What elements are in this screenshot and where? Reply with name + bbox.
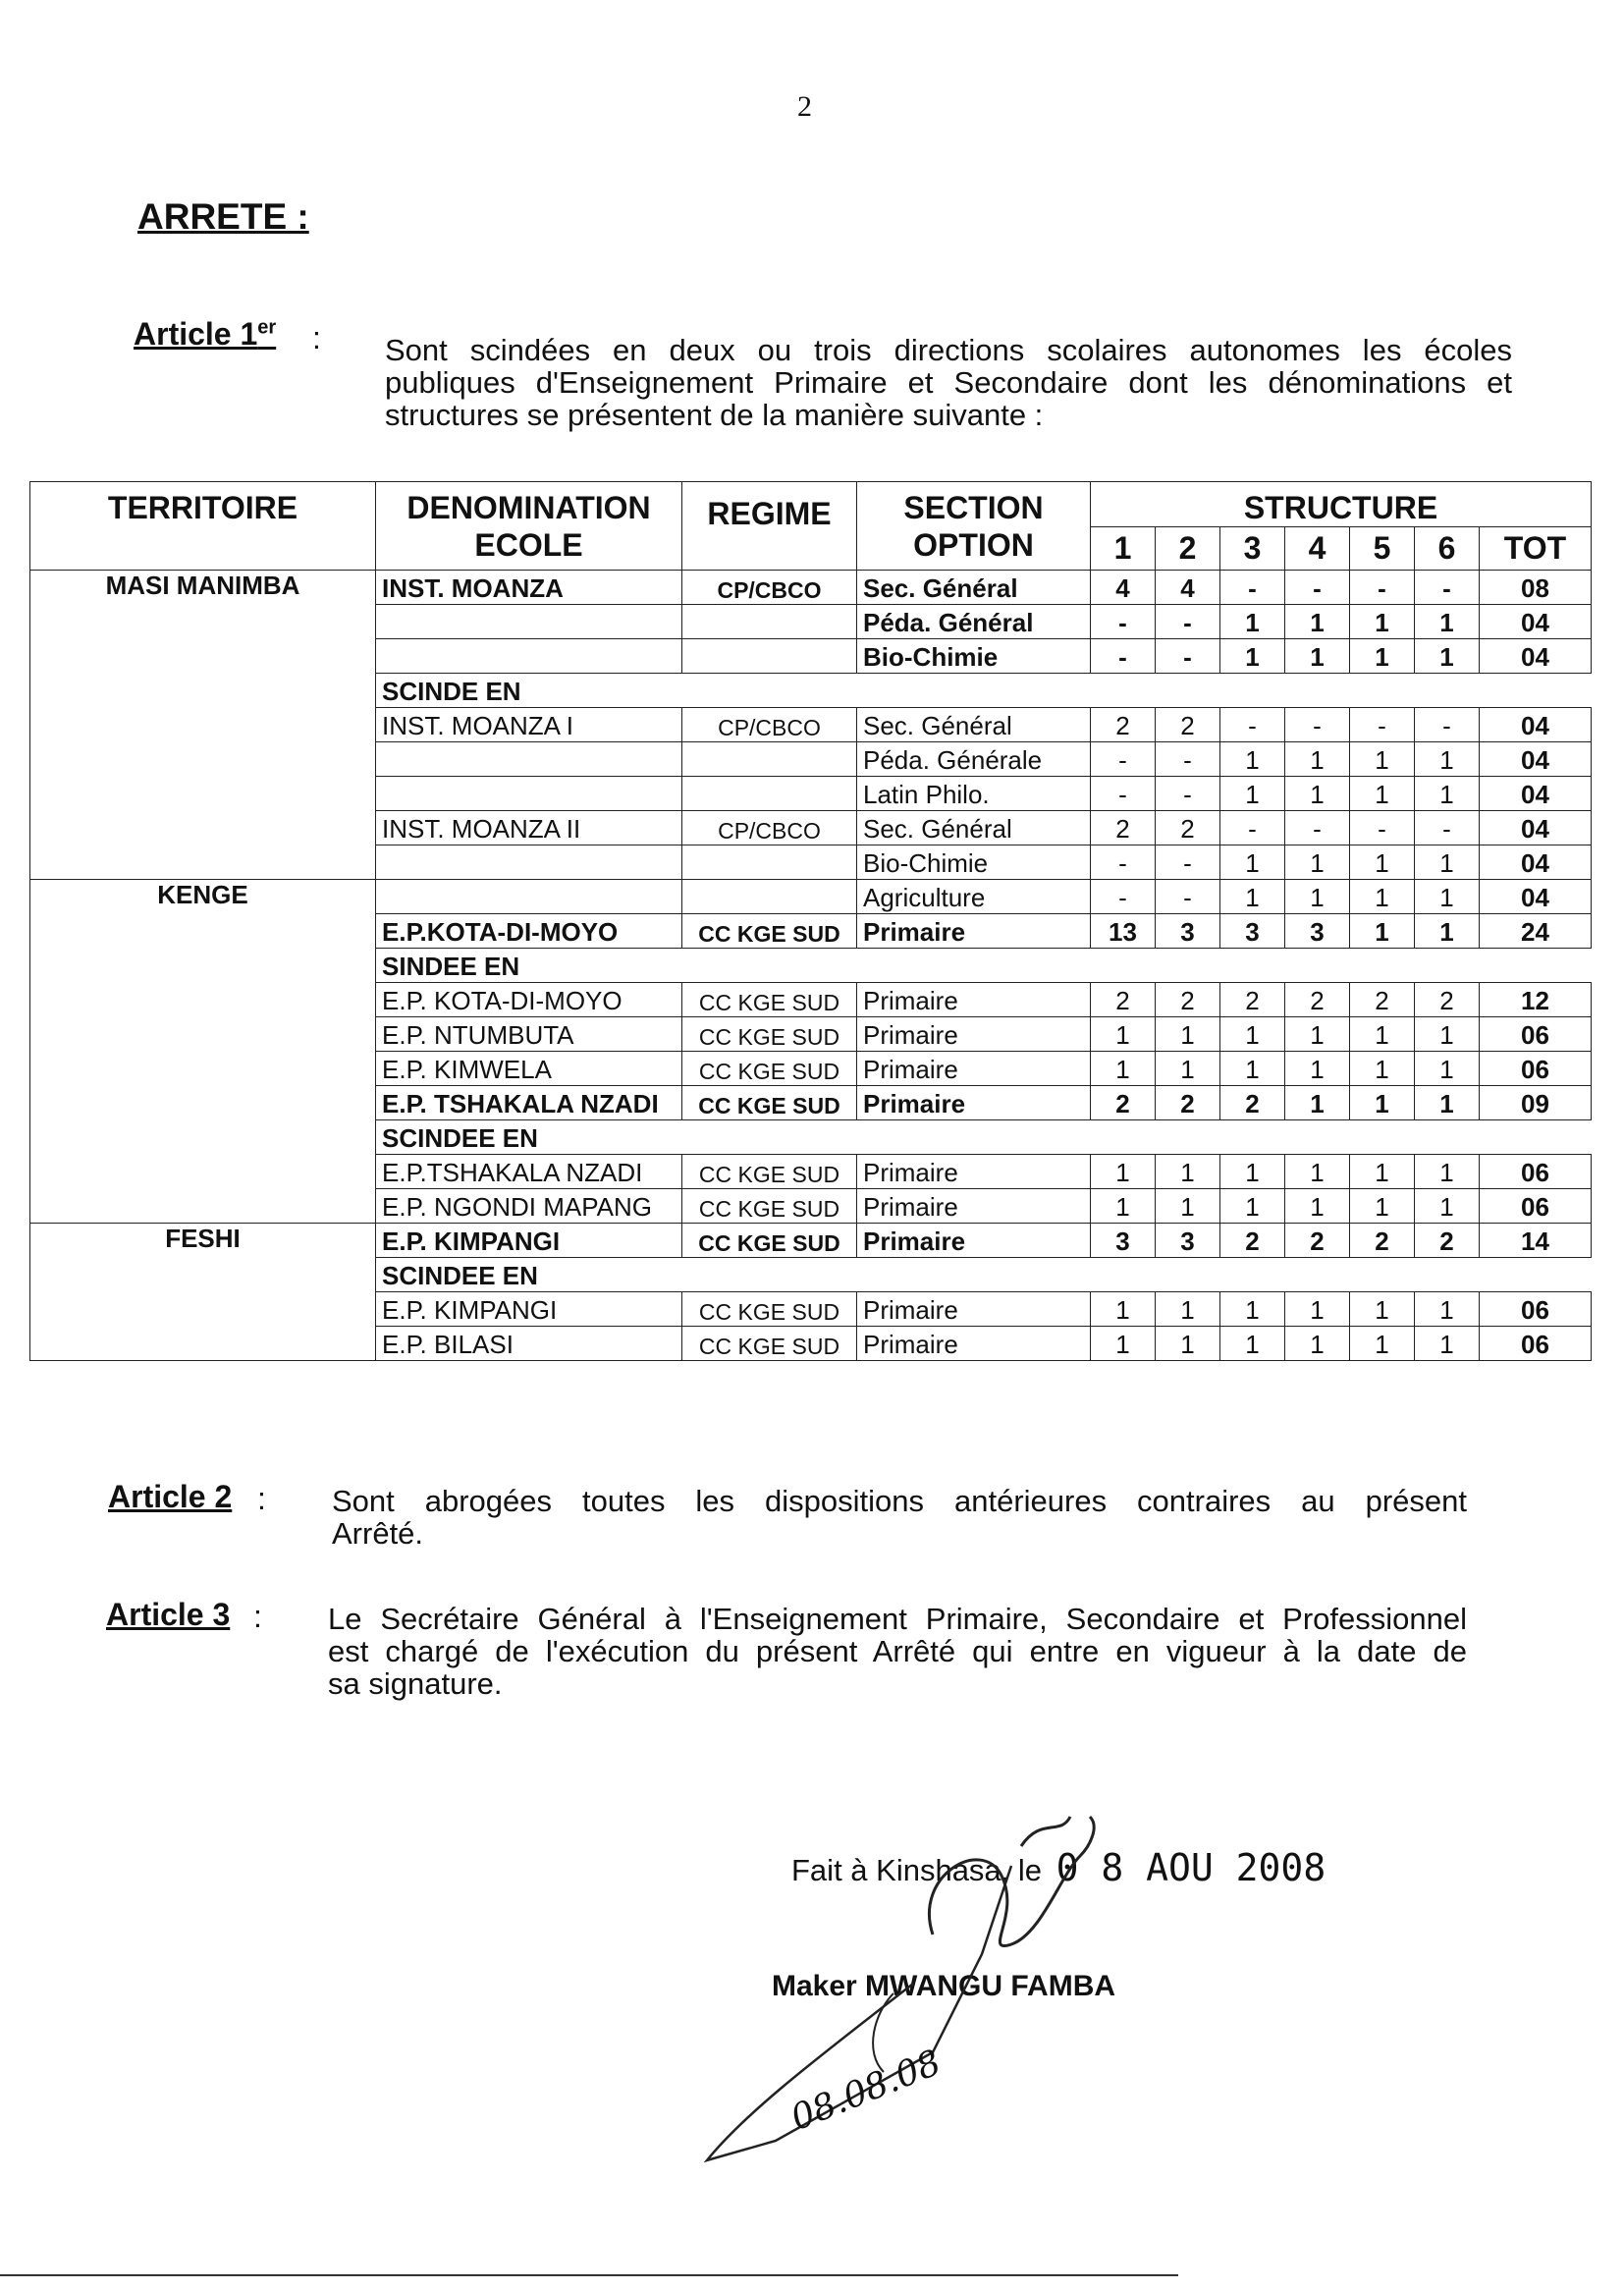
total-cell: 04: [1480, 777, 1592, 811]
structure-value-cell: 1: [1220, 777, 1285, 811]
structure-value-cell: -: [1091, 742, 1156, 777]
structure-value-cell: 1: [1415, 1052, 1480, 1086]
structure-value-cell: -: [1415, 811, 1480, 845]
denomination-cell: E.P.TSHAKALA NZADI: [376, 1155, 682, 1189]
table-row: [30, 914, 1592, 949]
header-regime: REGIME: [682, 482, 857, 571]
structure-value-cell: 1: [1220, 639, 1285, 674]
structure-value-cell: 2: [1156, 708, 1220, 742]
table-row: [30, 1327, 1592, 1361]
structure-value-cell: 4: [1091, 571, 1156, 605]
signer-name: Maker MWANGU FAMBA: [772, 1970, 1116, 2002]
denomination-cell: INST. MOANZA: [376, 571, 682, 605]
table-row: [30, 1292, 1592, 1327]
total-cell: 08: [1480, 571, 1592, 605]
article-2-text: [332, 1485, 1467, 1550]
structure-value-cell: 1: [1285, 1327, 1350, 1361]
total-cell: 04: [1480, 639, 1592, 674]
total-cell: 12: [1480, 983, 1592, 1017]
structure-value-cell: 2: [1156, 811, 1220, 845]
regime-cell: [682, 605, 857, 639]
structure-value-cell: 2: [1285, 983, 1350, 1017]
structure-value-cell: 3: [1091, 1224, 1156, 1258]
structure-value-cell: -: [1091, 605, 1156, 639]
section-cell: Primaire: [857, 1292, 1091, 1327]
denomination-cell: [376, 639, 682, 674]
structure-value-cell: 1: [1415, 1017, 1480, 1052]
territoire-cell: [30, 639, 376, 674]
structure-value-cell: -: [1220, 708, 1285, 742]
structure-value-cell: 1: [1415, 605, 1480, 639]
structure-value-cell: 1: [1415, 1292, 1480, 1327]
structure-value-cell: 1: [1350, 742, 1415, 777]
structure-value-cell: 2: [1091, 811, 1156, 845]
section-cell: Primaire: [857, 983, 1091, 1017]
structure-value-cell: 1: [1415, 1155, 1480, 1189]
structure-value-cell: 1: [1415, 639, 1480, 674]
regime-cell: [682, 777, 857, 811]
table-row: [30, 674, 1592, 708]
denomination-cell: SCINDE EN: [376, 674, 1592, 708]
structure-value-cell: 1: [1350, 914, 1415, 949]
regime-cell: CP/CBCO: [682, 811, 857, 845]
territoire-cell: [30, 1086, 376, 1120]
total-cell: 04: [1480, 880, 1592, 914]
structure-value-cell: -: [1350, 708, 1415, 742]
regime-cell: CC KGE SUD: [682, 1017, 857, 1052]
structure-value-cell: 1: [1415, 914, 1480, 949]
structure-value-cell: 2: [1220, 983, 1285, 1017]
table-row: [30, 811, 1592, 845]
total-cell: 06: [1480, 1052, 1592, 1086]
territoire-cell: [30, 1292, 376, 1327]
structure-value-cell: 2: [1091, 1086, 1156, 1120]
table-row: [30, 1017, 1592, 1052]
structure-value-cell: -: [1156, 777, 1220, 811]
structure-value-cell: 1: [1220, 1155, 1285, 1189]
total-cell: 04: [1480, 845, 1592, 880]
denomination-cell: E.P.KOTA-DI-MOYO: [376, 914, 682, 949]
territoire-cell: [30, 1155, 376, 1189]
structure-value-cell: 1: [1415, 742, 1480, 777]
regime-cell: CC KGE SUD: [682, 1292, 857, 1327]
table-row: [30, 605, 1592, 639]
section-cell: Primaire: [857, 1086, 1091, 1120]
territoire-cell: [30, 811, 376, 845]
structure-value-cell: 1: [1156, 1189, 1220, 1224]
structure-value-cell: 2: [1350, 983, 1415, 1017]
structure-value-cell: 2: [1350, 1224, 1415, 1258]
structure-value-cell: -: [1156, 639, 1220, 674]
structure-value-cell: 1: [1220, 1292, 1285, 1327]
header-col-tot: TOT: [1480, 527, 1592, 571]
article-1-text: [385, 334, 1512, 431]
structure-value-cell: 2: [1156, 1086, 1220, 1120]
denomination-cell: E.P. KIMPANGI: [376, 1224, 682, 1258]
structure-value-cell: -: [1091, 880, 1156, 914]
denomination-cell: E.P. KIMWELA: [376, 1052, 682, 1086]
section-cell: Sec. Général: [857, 708, 1091, 742]
section-cell: Péda. Général: [857, 605, 1091, 639]
table-row: [30, 845, 1592, 880]
structure-value-cell: 1: [1350, 1017, 1415, 1052]
denomination-cell: [376, 605, 682, 639]
table-row: [30, 1120, 1592, 1155]
article-1-line: Sont scindées en deux ou trois directions scolaires autonomes les écoles: [385, 333, 1512, 367]
territoire-cell: [30, 1052, 376, 1086]
section-cell: Bio-Chimie: [857, 639, 1091, 674]
structure-value-cell: 4: [1156, 571, 1220, 605]
table-row: [30, 1155, 1592, 1189]
structure-value-cell: 2: [1220, 1224, 1285, 1258]
handwritten-date: 08.08.08: [785, 2042, 947, 2140]
structure-value-cell: 1: [1285, 1086, 1350, 1120]
regime-cell: CC KGE SUD: [682, 1155, 857, 1189]
section-cell: Péda. Générale: [857, 742, 1091, 777]
table-row: [30, 742, 1592, 777]
territoire-cell: [30, 777, 376, 811]
table-row: [30, 777, 1592, 811]
regime-cell: CC KGE SUD: [682, 983, 857, 1017]
article-3-line: Le Secrétaire Général à l'Enseignement Primaire, Secondaire et Professionnel: [328, 1602, 1467, 1636]
structure-value-cell: 2: [1285, 1224, 1350, 1258]
structure-value-cell: -: [1220, 811, 1285, 845]
structure-value-cell: 1: [1091, 1052, 1156, 1086]
structure-value-cell: -: [1285, 708, 1350, 742]
total-cell: 06: [1480, 1155, 1592, 1189]
structure-value-cell: 1: [1220, 605, 1285, 639]
total-cell: 06: [1480, 1292, 1592, 1327]
territoire-cell: FESHI: [30, 1224, 376, 1258]
denomination-cell: [376, 777, 682, 811]
section-cell: Agriculture: [857, 880, 1091, 914]
structure-table: [29, 481, 1592, 1361]
table-row: [30, 1258, 1592, 1292]
denomination-cell: E.P. KOTA-DI-MOYO: [376, 983, 682, 1017]
table-row: [30, 949, 1592, 983]
territoire-cell: [30, 674, 376, 708]
structure-value-cell: 1: [1220, 1052, 1285, 1086]
structure-value-cell: 1: [1350, 605, 1415, 639]
territoire-cell: [30, 1258, 376, 1292]
structure-value-cell: -: [1350, 811, 1415, 845]
structure-value-cell: 1: [1350, 1327, 1415, 1361]
denomination-cell: E.P. NTUMBUTA: [376, 1017, 682, 1052]
structure-value-cell: 1: [1285, 1155, 1350, 1189]
structure-value-cell: 1: [1350, 845, 1415, 880]
denomination-cell: [376, 880, 682, 914]
structure-value-cell: 1: [1285, 1052, 1350, 1086]
regime-cell: CC KGE SUD: [682, 914, 857, 949]
header-col-3: 3: [1220, 527, 1285, 571]
article-3-line: est chargé de l'exécution du présent Arrêté qui entre en vigueur à la date de: [328, 1634, 1467, 1668]
denomination-cell: E.P. TSHAKALA NZADI: [376, 1086, 682, 1120]
structure-value-cell: -: [1285, 571, 1350, 605]
regime-cell: [682, 845, 857, 880]
structure-value-cell: 13: [1091, 914, 1156, 949]
structure-value-cell: 1: [1415, 1189, 1480, 1224]
article-3-label: Article 3: [106, 1597, 231, 1632]
section-cell: Primaire: [857, 1052, 1091, 1086]
section-cell: Bio-Chimie: [857, 845, 1091, 880]
territoire-cell: [30, 1327, 376, 1361]
structure-value-cell: -: [1156, 605, 1220, 639]
structure-table-body: [30, 571, 1592, 1361]
article-2-label: Article 2: [108, 1479, 233, 1514]
article-3-text: [328, 1603, 1467, 1700]
structure-value-cell: 3: [1220, 914, 1285, 949]
header-col-2: 2: [1156, 527, 1220, 571]
regime-cell: CC KGE SUD: [682, 1052, 857, 1086]
section-cell: Primaire: [857, 1017, 1091, 1052]
structure-value-cell: 1: [1415, 777, 1480, 811]
structure-value-cell: -: [1091, 845, 1156, 880]
article-1-colon: :: [312, 320, 321, 355]
article-2-line: Arrêté.: [332, 1516, 424, 1551]
structure-value-cell: 1: [1415, 880, 1480, 914]
structure-value-cell: 1: [1285, 1189, 1350, 1224]
regime-cell: [682, 742, 857, 777]
denomination-cell: E.P. NGONDI MAPANG: [376, 1189, 682, 1224]
section-cell: Latin Philo.: [857, 777, 1091, 811]
territoire-cell: [30, 605, 376, 639]
structure-value-cell: 1: [1350, 639, 1415, 674]
structure-value-cell: 1: [1285, 777, 1350, 811]
page-number: 2: [797, 90, 812, 123]
territoire-cell: [30, 983, 376, 1017]
structure-value-cell: -: [1091, 639, 1156, 674]
territoire-cell: KENGE: [30, 880, 376, 914]
total-cell: 06: [1480, 1327, 1592, 1361]
regime-cell: [682, 639, 857, 674]
structure-value-cell: 1: [1285, 845, 1350, 880]
territoire-cell: MASI MANIMBA: [30, 571, 376, 605]
regime-cell: CC KGE SUD: [682, 1086, 857, 1120]
regime-cell: CC KGE SUD: [682, 1189, 857, 1224]
structure-value-cell: 1: [1285, 1017, 1350, 1052]
total-cell: 06: [1480, 1189, 1592, 1224]
total-cell: 04: [1480, 811, 1592, 845]
structure-value-cell: -: [1156, 880, 1220, 914]
structure-value-cell: 3: [1156, 914, 1220, 949]
structure-value-cell: -: [1415, 571, 1480, 605]
territoire-cell: [30, 1017, 376, 1052]
structure-value-cell: 1: [1156, 1292, 1220, 1327]
structure-value-cell: 1: [1415, 1327, 1480, 1361]
header-section-option: SECTION OPTION: [857, 482, 1091, 571]
structure-value-cell: -: [1350, 571, 1415, 605]
structure-value-cell: 1: [1415, 1086, 1480, 1120]
section-cell: Sec. Général: [857, 811, 1091, 845]
territoire-cell: [30, 742, 376, 777]
signature-place-text: Fait à Kinshasa, le: [791, 1853, 1043, 1887]
denomination-cell: INST. MOANZA II: [376, 811, 682, 845]
structure-value-cell: 1: [1350, 777, 1415, 811]
structure-value-cell: 3: [1156, 1224, 1220, 1258]
regime-cell: CP/CBCO: [682, 708, 857, 742]
section-cell: Primaire: [857, 1224, 1091, 1258]
section-cell: Primaire: [857, 1155, 1091, 1189]
structure-value-cell: 1: [1156, 1155, 1220, 1189]
structure-value-cell: 1: [1156, 1017, 1220, 1052]
header-col-1: 1: [1091, 527, 1156, 571]
table-row: [30, 1224, 1592, 1258]
structure-value-cell: 1: [1415, 845, 1480, 880]
article-1-line: structures se présentent de la manière suivante :: [385, 398, 1044, 432]
structure-value-cell: 1: [1220, 845, 1285, 880]
header-structure: STRUCTURE: [1091, 482, 1592, 527]
structure-value-cell: 1: [1220, 1327, 1285, 1361]
structure-value-cell: 1: [1285, 1292, 1350, 1327]
territoire-cell: [30, 914, 376, 949]
structure-value-cell: 1: [1350, 1155, 1415, 1189]
structure-value-cell: 1: [1350, 1052, 1415, 1086]
structure-value-cell: 2: [1091, 983, 1156, 1017]
article-1-label: Article 1er: [134, 316, 277, 352]
structure-value-cell: 1: [1091, 1327, 1156, 1361]
article-2-line: Sont abrogées toutes les dispositions antérieures contraires au présent: [332, 1484, 1467, 1518]
structure-value-cell: 2: [1091, 708, 1156, 742]
structure-value-cell: 1: [1091, 1017, 1156, 1052]
regime-cell: [682, 880, 857, 914]
denomination-cell: SCINDEE EN: [376, 1120, 1592, 1155]
territoire-cell: [30, 708, 376, 742]
table-row: [30, 983, 1592, 1017]
handwritten-signature-icon: [687, 1758, 1198, 2170]
article-3-line: sa signature.: [328, 1666, 503, 1701]
section-cell: Primaire: [857, 914, 1091, 949]
total-cell: 06: [1480, 1017, 1592, 1052]
structure-value-cell: 1: [1220, 742, 1285, 777]
structure-value-cell: 1: [1285, 742, 1350, 777]
structure-value-cell: 1: [1220, 880, 1285, 914]
header-col-4: 4: [1285, 527, 1350, 571]
table-row: [30, 708, 1592, 742]
denomination-cell: E.P. BILASI: [376, 1327, 682, 1361]
territoire-cell: [30, 949, 376, 983]
footer-divider: [0, 2274, 1178, 2276]
structure-value-cell: 1: [1350, 1292, 1415, 1327]
document-heading: ARRETE :: [137, 196, 309, 237]
structure-value-cell: 1: [1350, 1189, 1415, 1224]
structure-value-cell: -: [1415, 708, 1480, 742]
structure-value-cell: 1: [1091, 1189, 1156, 1224]
table-row: [30, 1052, 1592, 1086]
denomination-cell: SCINDEE EN: [376, 1258, 1592, 1292]
section-cell: Sec. Général: [857, 571, 1091, 605]
total-cell: 09: [1480, 1086, 1592, 1120]
table-row: [30, 571, 1592, 605]
header-col-5: 5: [1350, 527, 1415, 571]
header-denomination: DENOMINATION ECOLE: [376, 482, 682, 571]
denomination-cell: SINDEE EN: [376, 949, 1592, 983]
structure-value-cell: -: [1091, 777, 1156, 811]
table-row: [30, 880, 1592, 914]
denomination-cell: [376, 742, 682, 777]
regime-cell: CC KGE SUD: [682, 1327, 857, 1361]
section-cell: Primaire: [857, 1189, 1091, 1224]
structure-value-cell: 2: [1156, 983, 1220, 1017]
structure-value-cell: 1: [1091, 1155, 1156, 1189]
structure-value-cell: 1: [1091, 1292, 1156, 1327]
regime-cell: CC KGE SUD: [682, 1224, 857, 1258]
table-row: [30, 1189, 1592, 1224]
structure-value-cell: 1: [1285, 605, 1350, 639]
territoire-cell: [30, 1189, 376, 1224]
article-3-colon: :: [253, 1599, 262, 1634]
structure-value-cell: 2: [1220, 1086, 1285, 1120]
territoire-cell: [30, 1120, 376, 1155]
structure-value-cell: -: [1220, 571, 1285, 605]
total-cell: 04: [1480, 708, 1592, 742]
structure-value-cell: 2: [1415, 983, 1480, 1017]
structure-value-cell: 1: [1285, 639, 1350, 674]
structure-value-cell: 2: [1415, 1224, 1480, 1258]
total-cell: 04: [1480, 742, 1592, 777]
table-row: [30, 639, 1592, 674]
structure-value-cell: 1: [1350, 1086, 1415, 1120]
header-col-6: 6: [1415, 527, 1480, 571]
header-territoire: TERRITOIRE: [30, 482, 376, 571]
structure-value-cell: 3: [1285, 914, 1350, 949]
total-cell: 14: [1480, 1224, 1592, 1258]
structure-value-cell: 1: [1350, 880, 1415, 914]
structure-value-cell: -: [1156, 742, 1220, 777]
article-2-colon: :: [257, 1481, 266, 1516]
denomination-cell: [376, 845, 682, 880]
structure-value-cell: 1: [1220, 1189, 1285, 1224]
table-row: [30, 1086, 1592, 1120]
structure-value-cell: 1: [1285, 880, 1350, 914]
stamp-date: 0 8 AOU 2008: [1056, 1846, 1326, 1889]
total-cell: 24: [1480, 914, 1592, 949]
territoire-cell: [30, 845, 376, 880]
regime-cell: CP/CBCO: [682, 571, 857, 605]
section-cell: Primaire: [857, 1327, 1091, 1361]
structure-value-cell: 1: [1220, 1017, 1285, 1052]
structure-value-cell: 1: [1156, 1052, 1220, 1086]
article-1-line: publiques d'Enseignement Primaire et Secondaire dont les dénominations et: [385, 365, 1512, 400]
structure-value-cell: -: [1156, 845, 1220, 880]
denomination-cell: E.P. KIMPANGI: [376, 1292, 682, 1327]
total-cell: 04: [1480, 605, 1592, 639]
structure-value-cell: -: [1285, 811, 1350, 845]
structure-value-cell: 1: [1156, 1327, 1220, 1361]
denomination-cell: INST. MOANZA I: [376, 708, 682, 742]
